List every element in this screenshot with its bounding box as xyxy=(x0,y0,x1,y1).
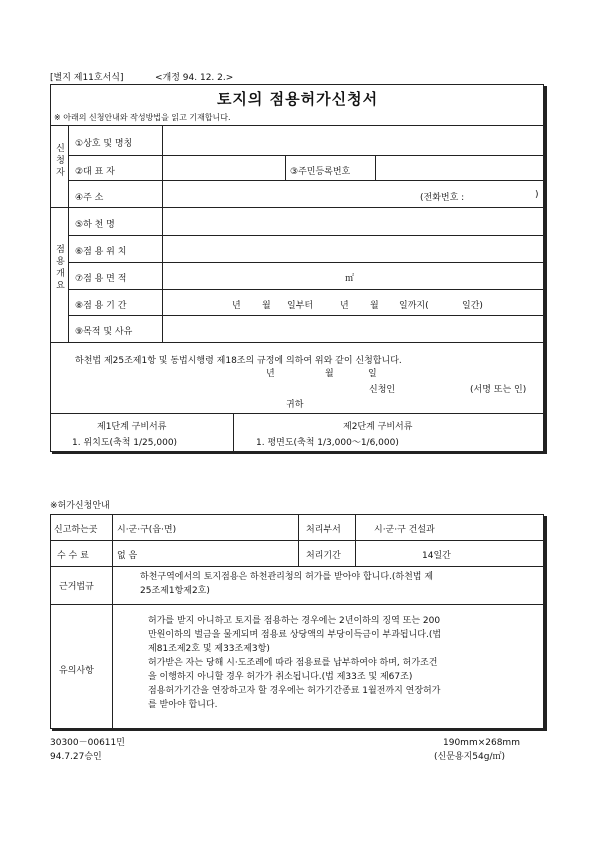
occupancy-group-label: 점용개요 xyxy=(54,244,64,292)
purpose-label: ⑨목적 및 사유 xyxy=(75,327,133,337)
paper-type: (신문용지54g/㎡) xyxy=(434,752,505,762)
paper-size: 190mm×268mm xyxy=(443,738,520,748)
declaration-month: 월 xyxy=(325,369,334,379)
phone-label: (전화번호 : xyxy=(420,193,465,203)
stage2-doc-item: 1. 평면도(축척 1/3,000～1/6,000) xyxy=(256,438,399,448)
area-unit: ㎡ xyxy=(345,274,355,284)
occupancy-area-label: ⑦점 용 면 적 xyxy=(75,274,127,284)
river-name-label: ⑤하 천 명 xyxy=(75,220,115,230)
law-line-1: 하천구역에서의 토지점용은 하천관리청의 허가를 받아야 합니다.(하천법 제 xyxy=(140,572,434,582)
period-year-to: 년 xyxy=(340,301,349,311)
occupancy-period-field[interactable] xyxy=(163,290,543,314)
notice-line-4: 허가받은 자는 당해 시·도조례에 따라 점용료를 납부하여야 하며, 허가조건 xyxy=(148,658,438,668)
address-label: ④주 소 xyxy=(75,193,104,203)
notice-line-1: 허가를 받지 아니하고 토지를 점용하는 경우에는 2년이하의 징역 또는 200 xyxy=(148,616,441,626)
law-label: 근거법규 xyxy=(59,582,94,592)
period-year-from: 년 xyxy=(232,301,241,311)
revision-date: <개정 94. 12. 2.> xyxy=(155,73,234,83)
purpose-field[interactable] xyxy=(163,316,543,341)
instruction-note: ※ 아래의 신청안내와 작성방법을 읽고 기재합니다. xyxy=(54,113,231,122)
occupancy-location-field[interactable] xyxy=(163,236,543,261)
river-name-field[interactable] xyxy=(163,208,543,234)
fee-value: 없 음 xyxy=(117,551,138,561)
guide-shadow-bottom xyxy=(52,729,547,731)
approval-date: 94.7.27승인 xyxy=(50,752,102,762)
guide-heading: ※허가신청안내 xyxy=(50,501,110,511)
period-day-to: 일까지( xyxy=(399,301,429,311)
fee-label: 수 수 료 xyxy=(57,551,89,561)
signature-placeholder: (서명 또는 인) xyxy=(470,385,527,395)
form-number: [별지 제11호서식] xyxy=(50,73,124,83)
period-days: 일간) xyxy=(462,301,483,311)
office-label: 신고하는곳 xyxy=(54,525,98,535)
stage1-doc-item: 1. 위치도(축척 1/25,000) xyxy=(72,438,178,448)
recipient-suffix: 귀하 xyxy=(286,400,304,410)
notice-line-7: 를 받아야 합니다. xyxy=(148,700,218,710)
period-month-from: 월 xyxy=(262,301,271,311)
stage2-docs-title: 제2단계 구비서류 xyxy=(343,422,413,432)
address-field[interactable] xyxy=(163,181,543,206)
notice-line-5: 을 이행하지 아니할 경우 허가가 취소됩니다.(법 제33조 및 제67조) xyxy=(148,672,413,682)
form-title: 토지의 점용허가신청서 xyxy=(216,90,379,108)
form-shadow-right xyxy=(544,86,547,454)
notice-line-2: 만원이하의 벌금을 물게되며 점용료 상당액의 부당이득금이 부과됩니다.(법 xyxy=(148,630,442,640)
form-code: 30300－00611민 xyxy=(50,738,125,748)
notice-label: 유의사항 xyxy=(59,666,94,676)
business-name-field[interactable] xyxy=(163,126,543,154)
representative-field[interactable] xyxy=(163,156,284,179)
occupancy-period-label: ⑧점 용 기 간 xyxy=(75,301,127,311)
dept-value: 시·군·구 건설과 xyxy=(374,525,435,535)
notice-line-3: 제81조제2호 및 제33조제3항) xyxy=(148,644,270,654)
period-label: 처리기간 xyxy=(306,551,341,561)
guide-shadow-right xyxy=(544,516,547,731)
declaration-text: 하천법 제25조제1항 및 동법시행령 제18조의 규정에 의하여 위와 같이 신청합니다. xyxy=(75,356,402,366)
form-shadow-bottom xyxy=(52,452,547,454)
declaration-year: 년 xyxy=(266,369,275,379)
occupancy-location-label: ⑥점 용 위 치 xyxy=(75,247,127,257)
period-month-to: 월 xyxy=(370,301,379,311)
applicant-signature-label: 신청인 xyxy=(369,385,396,395)
resident-number-label: ③주민등록번호 xyxy=(290,167,351,177)
law-line-2: 25조제1항제2호) xyxy=(140,586,210,596)
stage1-docs-title: 제1단계 구비서류 xyxy=(97,422,167,432)
period-value: 14일간 xyxy=(422,551,451,561)
applicant-group-label: 신청자 xyxy=(54,143,64,179)
phone-close-paren: ) xyxy=(535,190,539,200)
declaration-day: 일 xyxy=(368,369,377,379)
resident-number-field[interactable] xyxy=(376,156,543,179)
representative-label: ②대 표 자 xyxy=(75,167,115,177)
dept-label: 처리부서 xyxy=(306,525,341,535)
notice-line-6: 점용허가기간을 연장하고자 할 경우에는 허가기간종료 1월전까지 연장허가 xyxy=(148,686,441,696)
business-name-label: ①상호 및 명칭 xyxy=(75,139,133,149)
period-day-from: 일부터 xyxy=(287,301,314,311)
office-value: 시·군·구(읍·면) xyxy=(117,525,177,535)
